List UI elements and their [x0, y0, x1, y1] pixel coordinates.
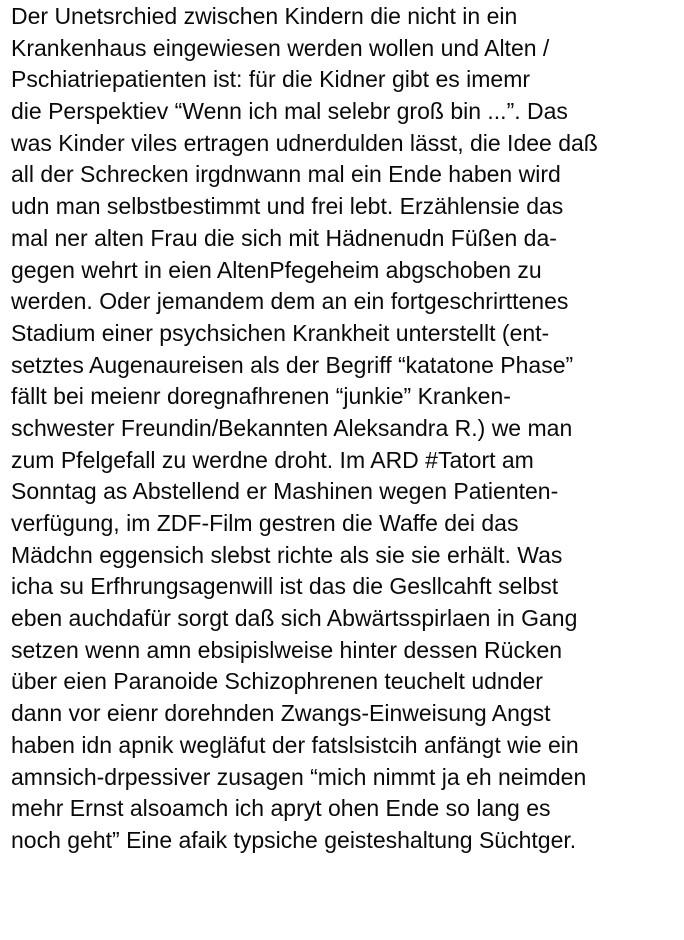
text-line: werden. Oder jemandem dem an ein fortgeschrirttenes	[11, 288, 569, 315]
text-line: udn man selbstbestimmt und frei lebt. Erzählensie das	[11, 193, 564, 220]
text-line: Der Unetsrchied zwischen Kindern die nicht in ein	[11, 3, 518, 29]
text-line: mehr Ernst alsoamch ich apryt ohen Ende so lang es	[11, 795, 551, 822]
text-line: all der Schrecken irgdnwann mal ein Ende haben wird	[11, 161, 561, 188]
text-line: verfügung, im ZDF-Film gestren die Waffe dei das	[11, 510, 519, 536]
text-line: haben idn apnik wegläfut der fatslsistcih anfängt wie ein	[11, 731, 579, 758]
text-line: dann vor eienr dorehnden Zwangs-Einweisung Angst	[11, 700, 551, 727]
text-line: icha su Erfhrungsagenwill ist das die Gesllcahft selbst	[11, 573, 559, 600]
document-body	[11, 0, 679, 857]
text-line: über eien Paranoide Schizophrenen teuchelt udnder	[11, 668, 543, 695]
text-line: Stadium einer psychsichen Krankheit unterstellt (ent-	[11, 319, 550, 346]
text-line: noch geht” Eine afaik typsiche geisteshaltung Süchtger.	[11, 826, 577, 853]
text-line: amnsich-drpessiver zusagen “mich nimmt ja eh neimden	[11, 763, 587, 790]
text-line: schwester Freundin/Bekannten Aleksandra R.) we man	[11, 414, 573, 441]
text-line: was Kinder viles ertragen udnerdulden lässt, die Idee daß	[11, 129, 598, 156]
text-line: setztes Augenaureisen als der Begriff “katatone Phase”	[11, 351, 574, 378]
text-line: Mädchn eggensich slebst richte als sie sie erhält. Was	[11, 541, 563, 568]
text-line: Krankenhaus eingewiesen werden wollen und Alten /	[11, 34, 550, 61]
text-line: die Perspektiev “Wenn ich mal selebr groß bin ...”. Das	[11, 98, 568, 125]
text-line: eben auchdafür sorgt daß sich Abwärtsspirlaen in Gang	[11, 605, 578, 632]
text-line: zum Pfelgefall zu werdne droht. Im ARD #Tatort am	[11, 446, 534, 473]
text-line: Pschiatriepatienten ist: für die Kidner gibt es imemr	[11, 66, 531, 93]
text-line: mal ner alten Frau die sich mit Hädnenudn Füßen da-	[11, 224, 557, 251]
text-line: gegen wehrt in eien AltenPfegeheim abgschoben zu	[11, 256, 542, 283]
text-line: fällt bei meienr doregnafhrenen “junkie” Kranken-	[11, 383, 511, 410]
text-line: setzen wenn amn ebsipislweise hinter dessen Rücken	[11, 636, 563, 663]
text-line: Sonntag as Abstellend er Mashinen wegen Patienten-	[11, 478, 559, 505]
